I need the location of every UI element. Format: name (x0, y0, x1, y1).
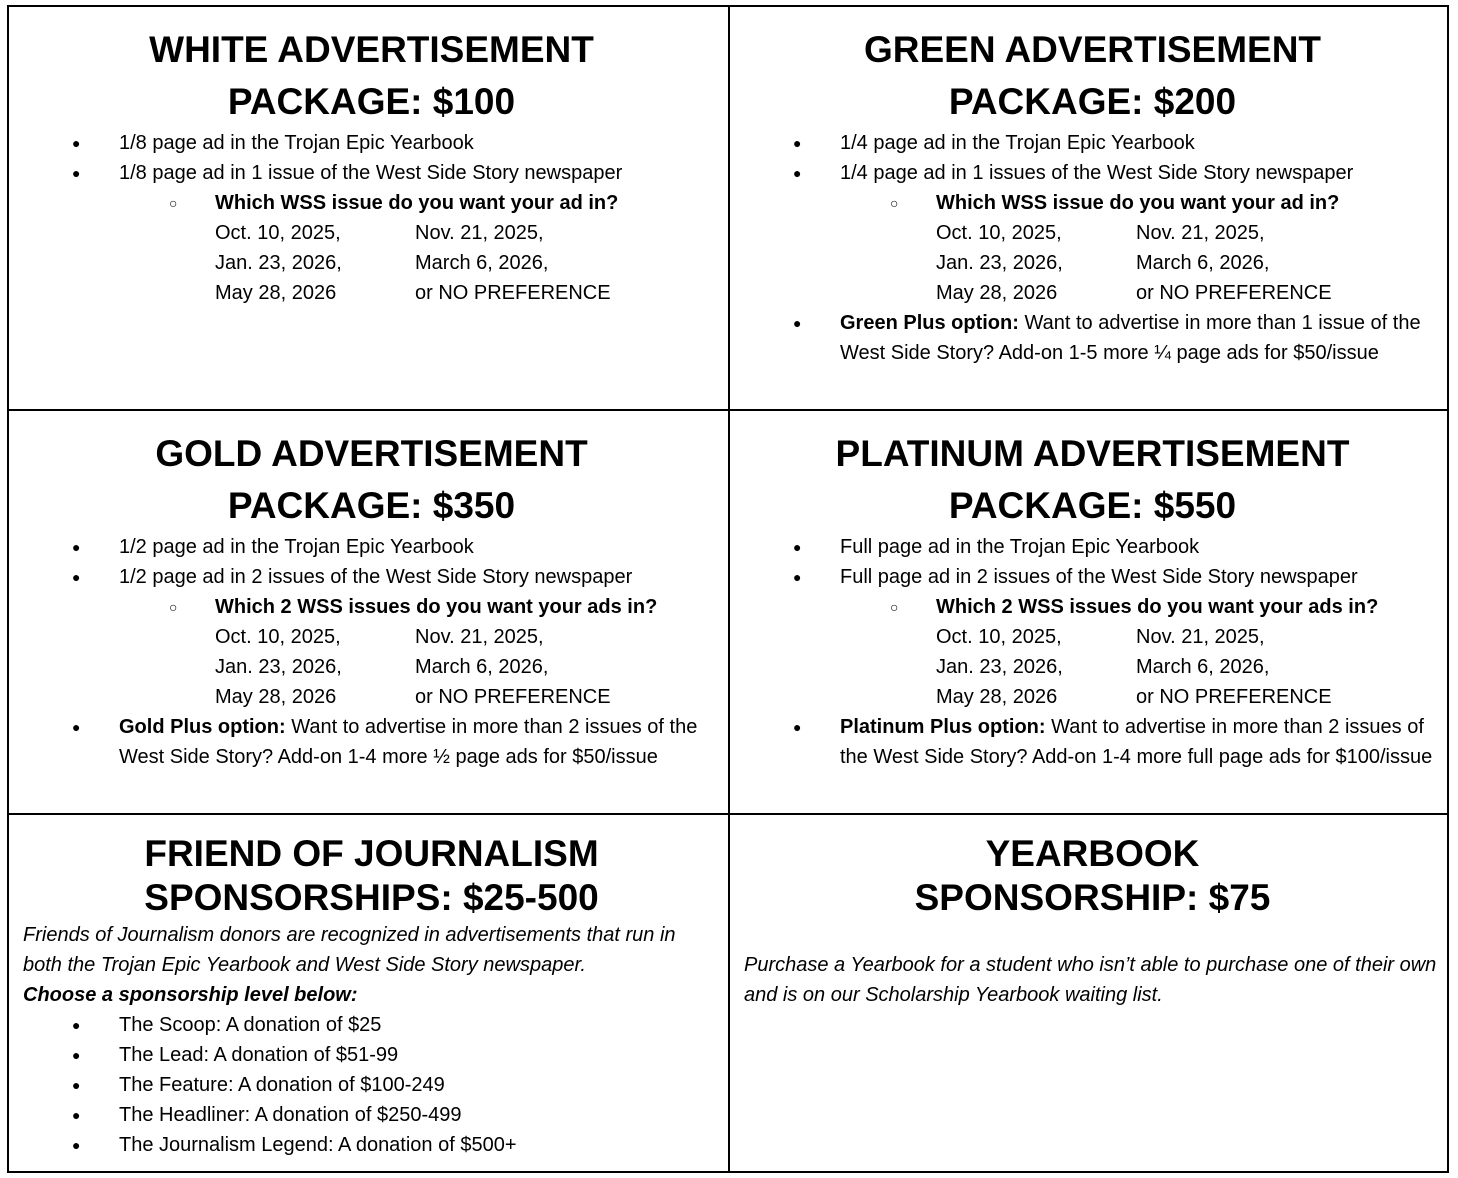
title-price: SPONSORSHIPS: $25-500 (144, 877, 599, 918)
issue-dates-row (23, 218, 720, 248)
list-item: ● 1/2 page ad in 2 issues of the West Side Story newspaper (23, 562, 720, 592)
list-item: ● 1/8 page ad in 1 issue of the West Side Story newspaper (23, 158, 720, 188)
issue-date: Nov. 21, 2025, (415, 222, 544, 244)
friend-choose-label: Choose a sponsorship level below: (23, 984, 358, 1006)
title-line: YEARBOOK (985, 833, 1200, 874)
title-price: PACKAGE: $200 (948, 81, 1237, 122)
yearbook-sponsorship-title (744, 832, 1441, 920)
plus-option (23, 712, 720, 772)
issue-dates-row (23, 278, 720, 308)
sponsorship-level: ● The Journalism Legend: A donation of $500+ (23, 1130, 720, 1160)
issue-date: Nov. 21, 2025, (1136, 626, 1265, 648)
issue-question: ○ Which WSS issue do you want your ad in? (23, 188, 720, 218)
list-item: ● 1/8 page ad in the Trojan Epic Yearbook (23, 128, 720, 158)
white-package-title (23, 24, 720, 128)
list-item: ● 1/4 page ad in 1 issues of the West Side Story newspaper (744, 158, 1441, 188)
yearbook-description: Purchase a Yearbook for a student who isn’t able to purchase one of their own and is on our Scholarship Yearbook waiting list. (744, 954, 1437, 1006)
row-divider (9, 409, 1447, 411)
sponsorship-level: ● The Scoop: A donation of $25 (23, 1010, 720, 1040)
sponsorship-level: ● The Headliner: A donation of $250-499 (23, 1100, 720, 1130)
issue-dates-row (744, 622, 1441, 652)
issue-dates-row (744, 652, 1441, 682)
issue-date: Jan. 23, 2026, (215, 252, 342, 274)
issue-dates-row (744, 218, 1441, 248)
plus-option (744, 308, 1441, 368)
issue-question: ○ Which WSS issue do you want your ad in? (744, 188, 1441, 218)
title-line: GREEN ADVERTISEMENT (863, 29, 1322, 70)
gold-package-title (23, 428, 720, 532)
title-price: PACKAGE: $550 (948, 485, 1237, 526)
friend-sponsorship-title (23, 832, 720, 920)
issue-dates-row (23, 622, 720, 652)
green-package-cell (730, 24, 1449, 368)
title-line: GOLD ADVERTISEMENT (155, 433, 588, 474)
issue-date: Jan. 23, 2026, (936, 252, 1063, 274)
title-line: PLATINUM ADVERTISEMENT (835, 433, 1350, 474)
issue-dates-row (744, 278, 1441, 308)
list-item: ● Full page ad in the Trojan Epic Yearbook (744, 532, 1441, 562)
plus-option-text: Want to advertise in more than 2 issues of the West Side Story? Add-on 1-4 more ½ page ads for $50/issue (119, 716, 698, 768)
plus-option-text: Want to advertise in more than 1 issue of the West Side Story? Add-on 1-5 more ¼ page ads for $50/issue (840, 312, 1421, 364)
issue-date: or NO PREFERENCE (1136, 282, 1332, 304)
plus-option-label: Green Plus option: (840, 312, 1019, 334)
platinum-package-title (744, 428, 1441, 532)
sponsorship-table (7, 5, 1449, 1173)
issue-question: ○ Which 2 WSS issues do you want your ads in? (744, 592, 1441, 622)
list-item: ● Full page ad in 2 issues of the West Side Story newspaper (744, 562, 1441, 592)
issue-date: March 6, 2026, (1136, 656, 1270, 678)
white-package-cell (9, 24, 728, 308)
green-package-title (744, 24, 1441, 128)
issue-date: March 6, 2026, (415, 252, 549, 274)
plus-option-label: Gold Plus option: (119, 716, 286, 738)
issue-dates-row (744, 682, 1441, 712)
title-line: FRIEND OF JOURNALISM (144, 833, 599, 874)
issue-date: May 28, 2026 (936, 282, 1058, 304)
sponsorship-level: ● The Lead: A donation of $51-99 (23, 1040, 720, 1070)
spacer (744, 920, 1441, 950)
issue-date: Jan. 23, 2026, (215, 656, 342, 678)
row-divider (9, 813, 1447, 815)
title-price: PACKAGE: $350 (227, 485, 516, 526)
list-item: ● 1/4 page ad in the Trojan Epic Yearbook (744, 128, 1441, 158)
yearbook-sponsorship-cell (730, 832, 1449, 1010)
issue-date: or NO PREFERENCE (1136, 686, 1332, 708)
issue-date: or NO PREFERENCE (415, 282, 611, 304)
issue-dates-row (23, 248, 720, 278)
issue-dates-row (23, 682, 720, 712)
list-item: ● 1/2 page ad in the Trojan Epic Yearbook (23, 532, 720, 562)
title-price: SPONSORSHIP: $75 (914, 877, 1271, 918)
plus-option-label: Platinum Plus option: (840, 716, 1046, 738)
title-price: PACKAGE: $100 (227, 81, 516, 122)
gold-package-cell (9, 428, 728, 772)
plus-option (744, 712, 1441, 772)
issue-date: Oct. 10, 2025, (215, 626, 341, 648)
friend-intro: Friends of Journalism donors are recognized in advertisements that run in both the Trojan Epic Yearbook and West Side Story newspaper. (23, 924, 676, 976)
issue-date: Nov. 21, 2025, (1136, 222, 1265, 244)
issue-date: Oct. 10, 2025, (936, 222, 1062, 244)
issue-date: May 28, 2026 (936, 686, 1058, 708)
title-line: WHITE ADVERTISEMENT (149, 29, 594, 70)
issue-date: Oct. 10, 2025, (215, 222, 341, 244)
issue-date: Jan. 23, 2026, (936, 656, 1063, 678)
sponsorship-level: ● The Feature: A donation of $100-249 (23, 1070, 720, 1100)
platinum-package-cell (730, 428, 1449, 772)
issue-date: Nov. 21, 2025, (415, 626, 544, 648)
issue-date: Oct. 10, 2025, (936, 626, 1062, 648)
issue-date: March 6, 2026, (415, 656, 549, 678)
issue-question: ○ Which 2 WSS issues do you want your ads in? (23, 592, 720, 622)
issue-dates-row (23, 652, 720, 682)
issue-date: or NO PREFERENCE (415, 686, 611, 708)
issue-date: May 28, 2026 (215, 282, 337, 304)
issue-date: May 28, 2026 (215, 686, 337, 708)
friend-of-journalism-cell (9, 832, 728, 1160)
issue-dates-row (744, 248, 1441, 278)
issue-date: March 6, 2026, (1136, 252, 1270, 274)
plus-option-text: Want to advertise in more than 2 issues of the West Side Story? Add-on 1-4 more full page ads for $100/issue (840, 716, 1433, 768)
